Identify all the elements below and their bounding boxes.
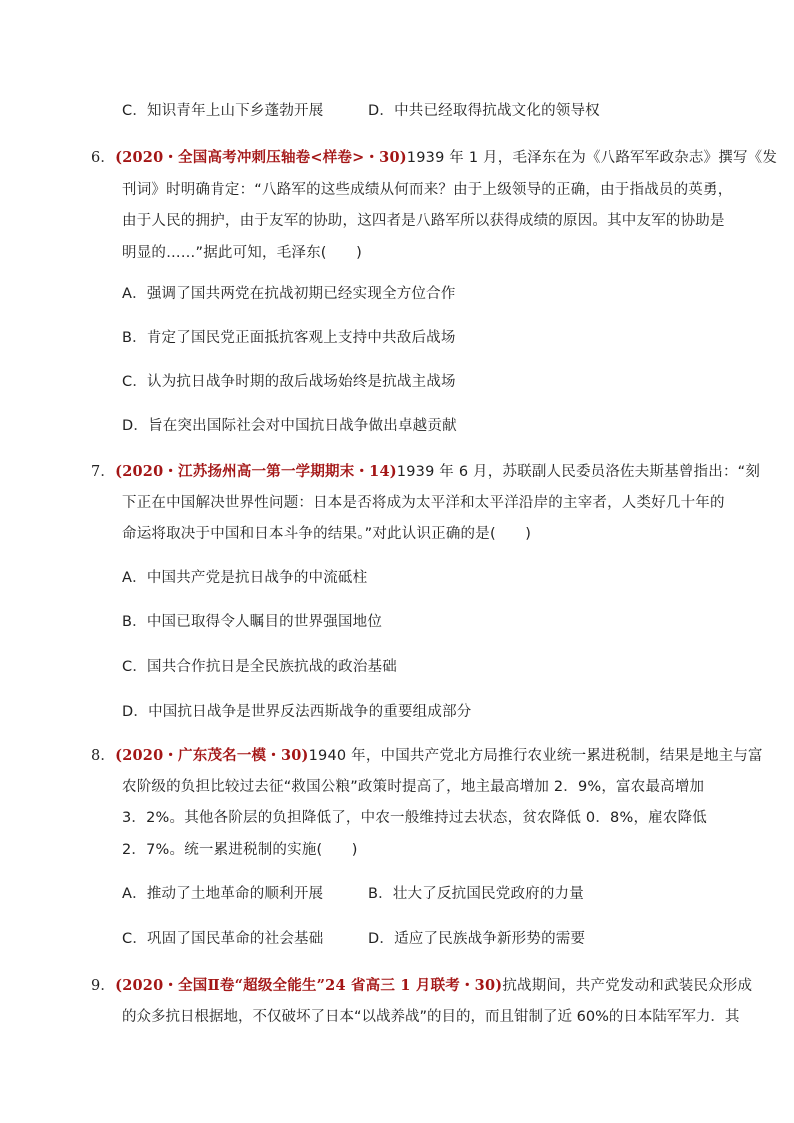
q8-source: (2020・广东茂名一模・30) <box>115 747 309 764</box>
q8-stem-line4: 2．7%。统一累进税制的实施( ) <box>122 842 358 858</box>
q8-option-a: A．推动了土地革命的顺利开展 <box>122 886 324 902</box>
q9-source: (2020・全国Ⅱ卷“超级全能生”24 省高三 1 月联考・30) <box>115 977 503 994</box>
q8-stem-line3: 3．2%。其他各阶层的负担降低了，中农一般维持过去状态，贫农降低 0．8%，雇农降低 <box>122 810 707 826</box>
q8-option-d: D．适应了民族战争新形势的需要 <box>368 931 586 947</box>
q7-stem-line3: 命运将取决于中国和日本斗争的结果。”对此认识正确的是( ) <box>122 526 532 542</box>
q7-option-b: B．中国已取得令人瞩目的世界强国地位 <box>122 614 383 630</box>
q8-stem-line1 <box>91 746 763 766</box>
q8-stem-line2: 农阶级的负担比较过去征“救国公粮”政策时提高了，地主最高增加 2．9%，富农最高增加 <box>122 779 705 795</box>
q8-number: 8． <box>91 748 116 764</box>
q7-option-d: D．中国抗日战争是世界反法西斯战争的重要组成部分 <box>122 704 472 720</box>
q6-option-d: D．旨在突出国际社会对中国抗日战争做出卓越贡献 <box>122 418 457 434</box>
q5-option-d: D．中共已经取得抗战文化的领导权 <box>368 103 600 119</box>
q7-source: (2020・江苏扬州高一第一学期期末・14) <box>115 463 397 480</box>
q7-stem-line2: 下正在中国解决世界性问题：日本是否将成为太平洋和太平洋沿岸的主宰者，人类好几十年的 <box>122 495 725 511</box>
q5-option-c: C．知识青年上山下乡蓬勃开展 <box>122 103 324 119</box>
q9-number: 9． <box>91 978 116 994</box>
q6-option-b: B．肯定了国民党正面抵抗客观上支持中共敌后战场 <box>122 330 456 346</box>
q9-stem-line2: 的众多抗日根据地，不仅破坏了日本“以战养战”的目的，而且钳制了近 60%的日本陆军军力．其 <box>122 1009 740 1025</box>
q6-source: (2020・全国高考冲刺压轴卷<样卷>・30) <box>115 149 407 166</box>
q8-stem-text: 1940 年，中国共产党北方局推行农业统一累进税制，结果是地主与富 <box>308 748 763 764</box>
q8-option-c: C．巩固了国民革命的社会基础 <box>122 931 324 947</box>
q6-stem-line2: 刊词》时明确肯定：“八路军的这些成绩从何而来？由于上级领导的正确，由于指战员的英勇， <box>122 182 733 198</box>
q9-stem-line1 <box>91 976 752 996</box>
q6-option-c: C．认为抗日战争时期的敌后战场始终是抗战主战场 <box>122 374 456 390</box>
q6-stem-line3: 由于人民的拥护，由于友军的协助，这四者是八路军所以获得成绩的原因。其中友军的协助是 <box>122 213 725 229</box>
q7-option-c: C．国共合作抗日是全民族抗战的政治基础 <box>122 659 397 675</box>
q8-option-b: B．壮大了反抗国民党政府的力量 <box>368 886 584 902</box>
q6-number: 6． <box>91 150 116 166</box>
q7-stem-line1 <box>91 462 760 482</box>
q7-option-a: A．中国共产党是抗日战争的中流砥柱 <box>122 570 368 586</box>
q9-stem-text: 抗战期间，共产党发动和武装民众形成 <box>502 978 753 994</box>
q7-stem-text: 1939 年 6 月，苏联副人民委员洛佐夫斯基曾指出：“刻 <box>396 464 761 480</box>
q6-option-a: A．强调了国共两党在抗战初期已经实现全方位合作 <box>122 286 456 302</box>
q6-stem-text: 1939 年 1 月，毛泽东在为《八路军军政杂志》撰写《发 <box>406 150 778 166</box>
q7-number: 7． <box>91 464 116 480</box>
q6-stem-line1 <box>91 148 777 168</box>
q6-stem-line4: 明显的……”据此可知，毛泽东( ) <box>122 245 362 261</box>
